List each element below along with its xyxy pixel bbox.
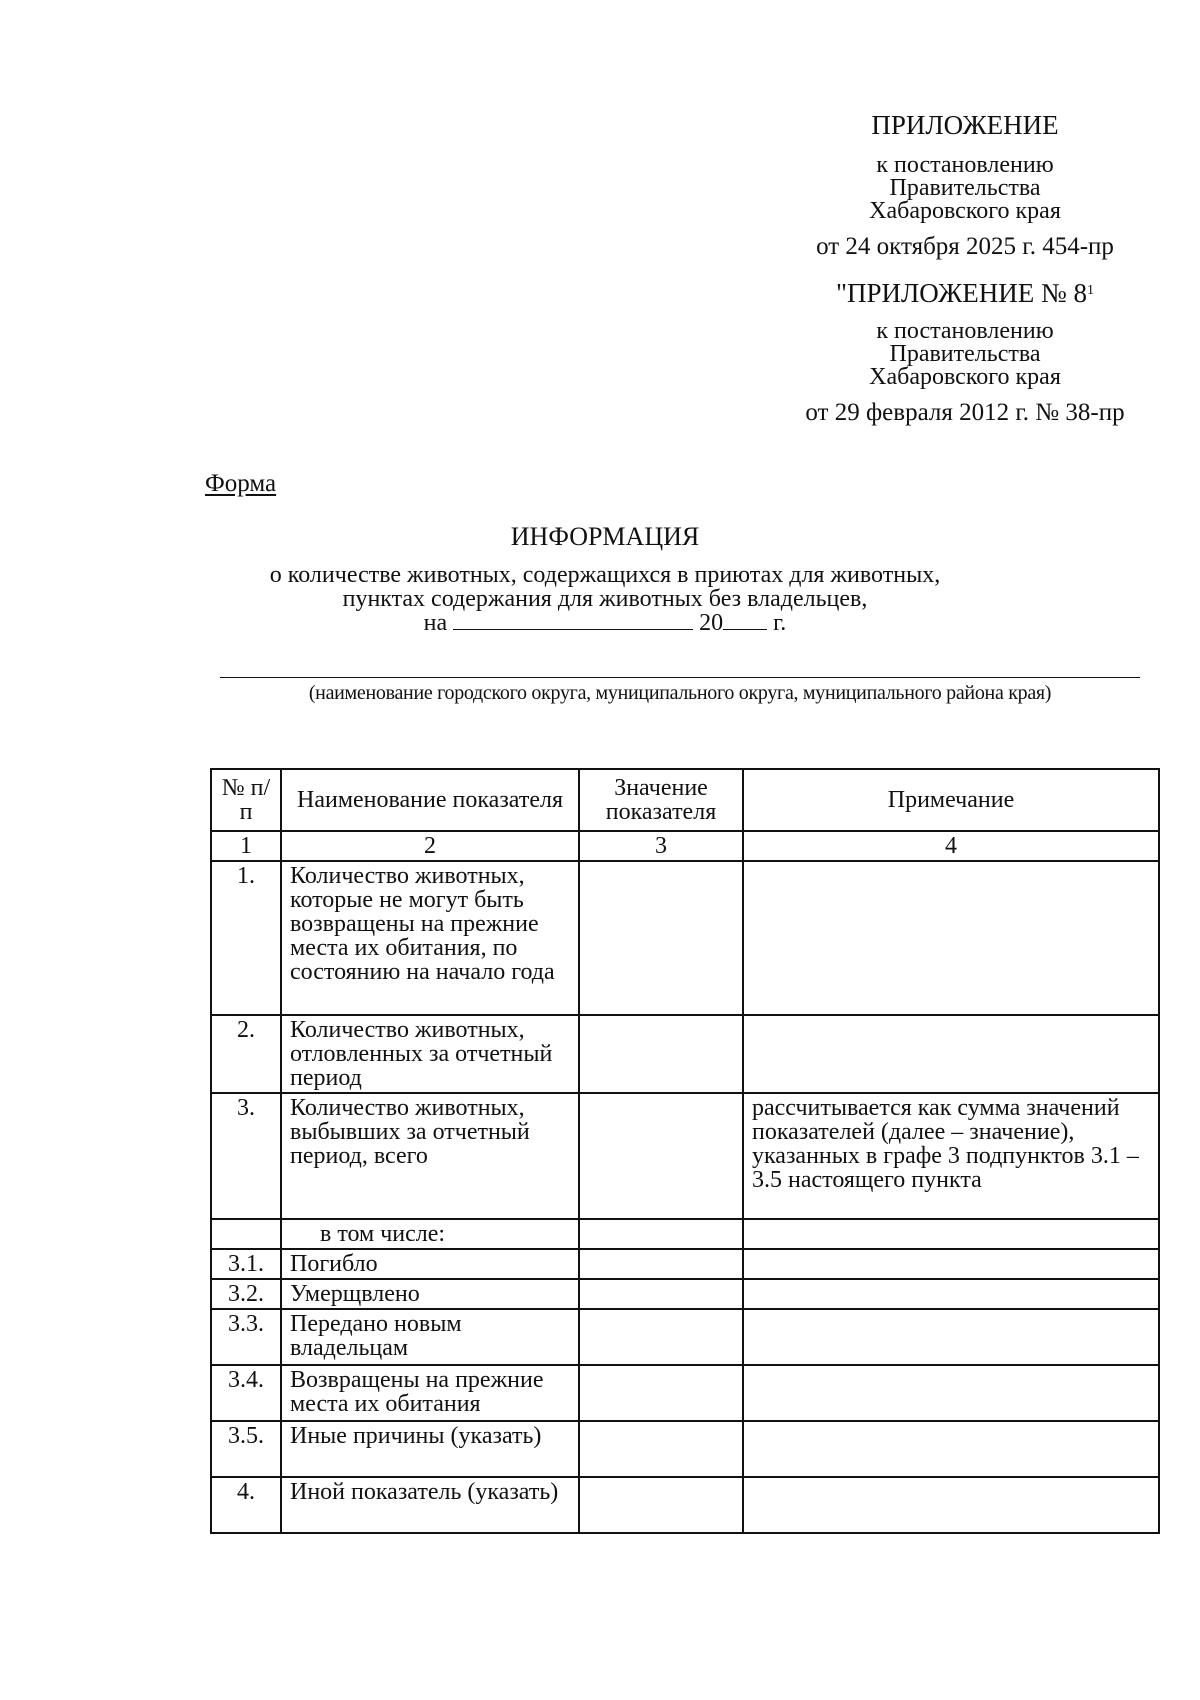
appendix-title: ПРИЛОЖЕНИЕ [871,110,1059,140]
decree-line: к постановлению [876,152,1054,178]
row-indicator-name: Иные причины (указать) [281,1421,579,1477]
appendix-header [760,278,1170,427]
region-line: Хабаровского края [869,198,1061,224]
row-note-cell[interactable] [743,1309,1159,1365]
document-heading: ИНФОРМАЦИЯ [510,522,700,551]
row-number: 3. [211,1093,281,1219]
row-subheading: в том числе: [281,1219,579,1249]
subheading-line-2: пунктах содержания для животных без владельцев, [342,586,868,612]
column-number: 2 [281,831,579,861]
row-number: 3.1. [211,1249,281,1279]
row-note-cell: рассчитывается как сумма значений показателей (далее – значение), указанных в графе 3 подпунктов 3.1 – 3.5 настоящего пункта [743,1093,1159,1219]
row-note-cell[interactable] [743,1219,1159,1249]
row-value-cell[interactable] [579,1219,743,1249]
date-prefix: на [423,610,448,636]
row-indicator-name: Количество животных, которые не могут быть возвращены на прежние места их обитания, по состоянию на начало года [281,861,579,1015]
column-number: 4 [743,831,1159,861]
row-note-cell[interactable] [743,1279,1159,1309]
row-indicator-name: Иной показатель (указать) [281,1477,579,1533]
year-blank-field[interactable] [723,611,767,630]
row-number [211,1219,281,1249]
original-decree-date: от 29 февраля 2012 г. № 38-пр [805,399,1125,426]
row-number: 2. [211,1015,281,1093]
year-suffix: г. [773,610,787,636]
row-indicator-name: Передано новым владельцам [281,1309,579,1365]
government-line: Правительства [889,341,1041,367]
column-number: 1 [211,831,281,861]
row-indicator-name: Умерщвлено [281,1279,579,1309]
appendix-8-title: "ПРИЛОЖЕНИЕ № $8^1$ [835,278,1095,308]
row-number: 1. [211,861,281,1015]
table-row [211,1249,1159,1279]
table-row [211,1309,1159,1365]
row-number: 3.5. [211,1421,281,1477]
table-row [211,1365,1159,1421]
decree-line: к постановлению [876,318,1054,344]
government-line: Правительства [889,175,1041,201]
header-indicator-value: Значение показателя [579,769,743,831]
year-prefix: 20 [699,610,724,636]
row-note-cell[interactable] [743,1421,1159,1477]
date-blank-field[interactable] [453,611,693,630]
row-value-cell[interactable] [579,1421,743,1477]
row-value-cell[interactable] [579,1279,743,1309]
row-note-cell[interactable] [743,1015,1159,1093]
header-indicator-name: Наименование показателя [281,769,579,831]
row-number: 3.3. [211,1309,281,1365]
row-note-cell[interactable] [743,1477,1159,1533]
subheading-line-1: о количестве животных, содержащихся в приютах для животных, [269,562,941,588]
table-row [211,1219,1159,1249]
column-number: 3 [579,831,743,861]
row-value-cell[interactable] [579,861,743,1015]
region-line: Хабаровского края [869,364,1061,390]
indicators-table [210,768,1160,1534]
row-indicator-name: Количество животных, отловленных за отчетный период [281,1015,579,1093]
row-number: 3.4. [211,1365,281,1421]
decree-date: от 24 октября 2025 г. 454-пр [816,233,1114,260]
row-indicator-name: Количество животных, выбывших за отчетный период, всего [281,1093,579,1219]
table-row [211,1421,1159,1477]
document-subheading [170,563,1040,635]
row-value-cell[interactable] [579,1249,743,1279]
row-value-cell[interactable] [579,1365,743,1421]
date-line [170,611,1040,635]
row-value-cell[interactable] [579,1309,743,1365]
column-numbers-row [211,831,1159,861]
form-label: Форма [205,470,277,497]
table-row [211,1015,1159,1093]
row-indicator-name: Погибло [281,1249,579,1279]
municipality-name-caption: (наименование городского округа, муниципального округа, муниципального района края) [308,682,1052,704]
table-row [211,861,1159,1015]
row-value-cell[interactable] [579,1477,743,1533]
row-number: 4. [211,1477,281,1533]
approval-header [760,110,1170,261]
row-note-cell[interactable] [743,1249,1159,1279]
row-note-cell[interactable] [743,1365,1159,1421]
row-value-cell[interactable] [579,1015,743,1093]
row-value-cell[interactable] [579,1093,743,1219]
municipality-name-line[interactable] [220,677,1140,678]
table-header-row [211,769,1159,831]
row-indicator-name: Возвращены на прежние места их обитания [281,1365,579,1421]
row-number: 3.2. [211,1279,281,1309]
header-note: Примечание [743,769,1159,831]
table-row [211,1279,1159,1309]
header-number: № п/п [211,769,281,831]
row-note-cell[interactable] [743,861,1159,1015]
table-row [211,1477,1159,1533]
table-row [211,1093,1159,1219]
